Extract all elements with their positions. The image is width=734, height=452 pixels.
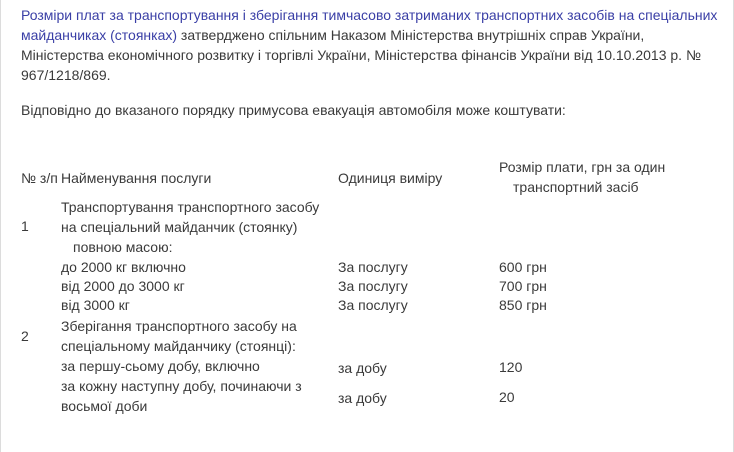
row-2-num: 2 (21, 328, 29, 344)
frame-border-left (0, 0, 1, 452)
row-1-item-1-unit: За послугу (338, 259, 408, 275)
row-2-item-1-unit: за добу (338, 360, 387, 376)
row-2-item-1-label: за першу-сьому добу, включно (61, 358, 260, 374)
row-2-item-1-price: 120 (499, 359, 523, 375)
row-2-item-2-price: 20 (499, 389, 515, 405)
row-1-item-2-price: 700 грн (499, 278, 547, 294)
header-price-line2: транспортний засіб (513, 179, 639, 195)
fees-link[interactable]: Розміри плат за транспортування і зберігання тимчасово затриманих транспортних засобів на спеціальних майданчиках (стоянках) (21, 7, 718, 43)
header-price-line1: Розмір плати, грн за один (499, 159, 666, 175)
row-2-title-line1: Зберігання транспортного засобу на (61, 318, 297, 334)
row-2-item-2-label-line2: восьмої доби (61, 398, 148, 414)
row-1-item-3-unit: За послугу (338, 297, 408, 313)
row-2-item-2-label-line1: за кожну наступну добу, починаючи з (61, 378, 302, 394)
row-1-item-3-price: 850 грн (499, 297, 547, 313)
row-2-title-line2: спеціальному майданчику (стоянці): (61, 338, 296, 354)
row-1-item-2-label: від 2000 до 3000 кг (61, 278, 185, 294)
row-1-num: 1 (21, 218, 29, 234)
row-1-item-1-price: 600 грн (499, 259, 547, 275)
summary-text: Відповідно до вказаного порядку примусова евакуація автомобіля може коштувати: (21, 102, 566, 118)
intro-paragraph (21, 5, 721, 85)
intro-rest-text: затверджено спільним Наказом Міністерства внутрішніх справ України, Міністерства економічного розвитку і торгівлі України, Міністерства фінансів України від 10.10.2013 р. № 967/1218/869. (21, 27, 701, 83)
row-1-item-3-label: від 3000 кг (61, 297, 130, 313)
row-1-item-2-unit: За послугу (338, 278, 408, 294)
header-num: № з/п (21, 170, 58, 186)
row-1-title-line1: Транспортування транспортного засобу (61, 199, 320, 215)
header-name: Найменування послуги (61, 170, 212, 186)
row-2-item-2-unit: за добу (338, 390, 387, 406)
header-unit: Одиниця виміру (338, 170, 443, 186)
row-1-title-line2: на спеціальний майданчик (стоянку) (61, 219, 298, 235)
row-1-item-1-label: до 2000 кг включно (61, 259, 186, 275)
row-1-title-line3: повною масою: (73, 239, 173, 255)
